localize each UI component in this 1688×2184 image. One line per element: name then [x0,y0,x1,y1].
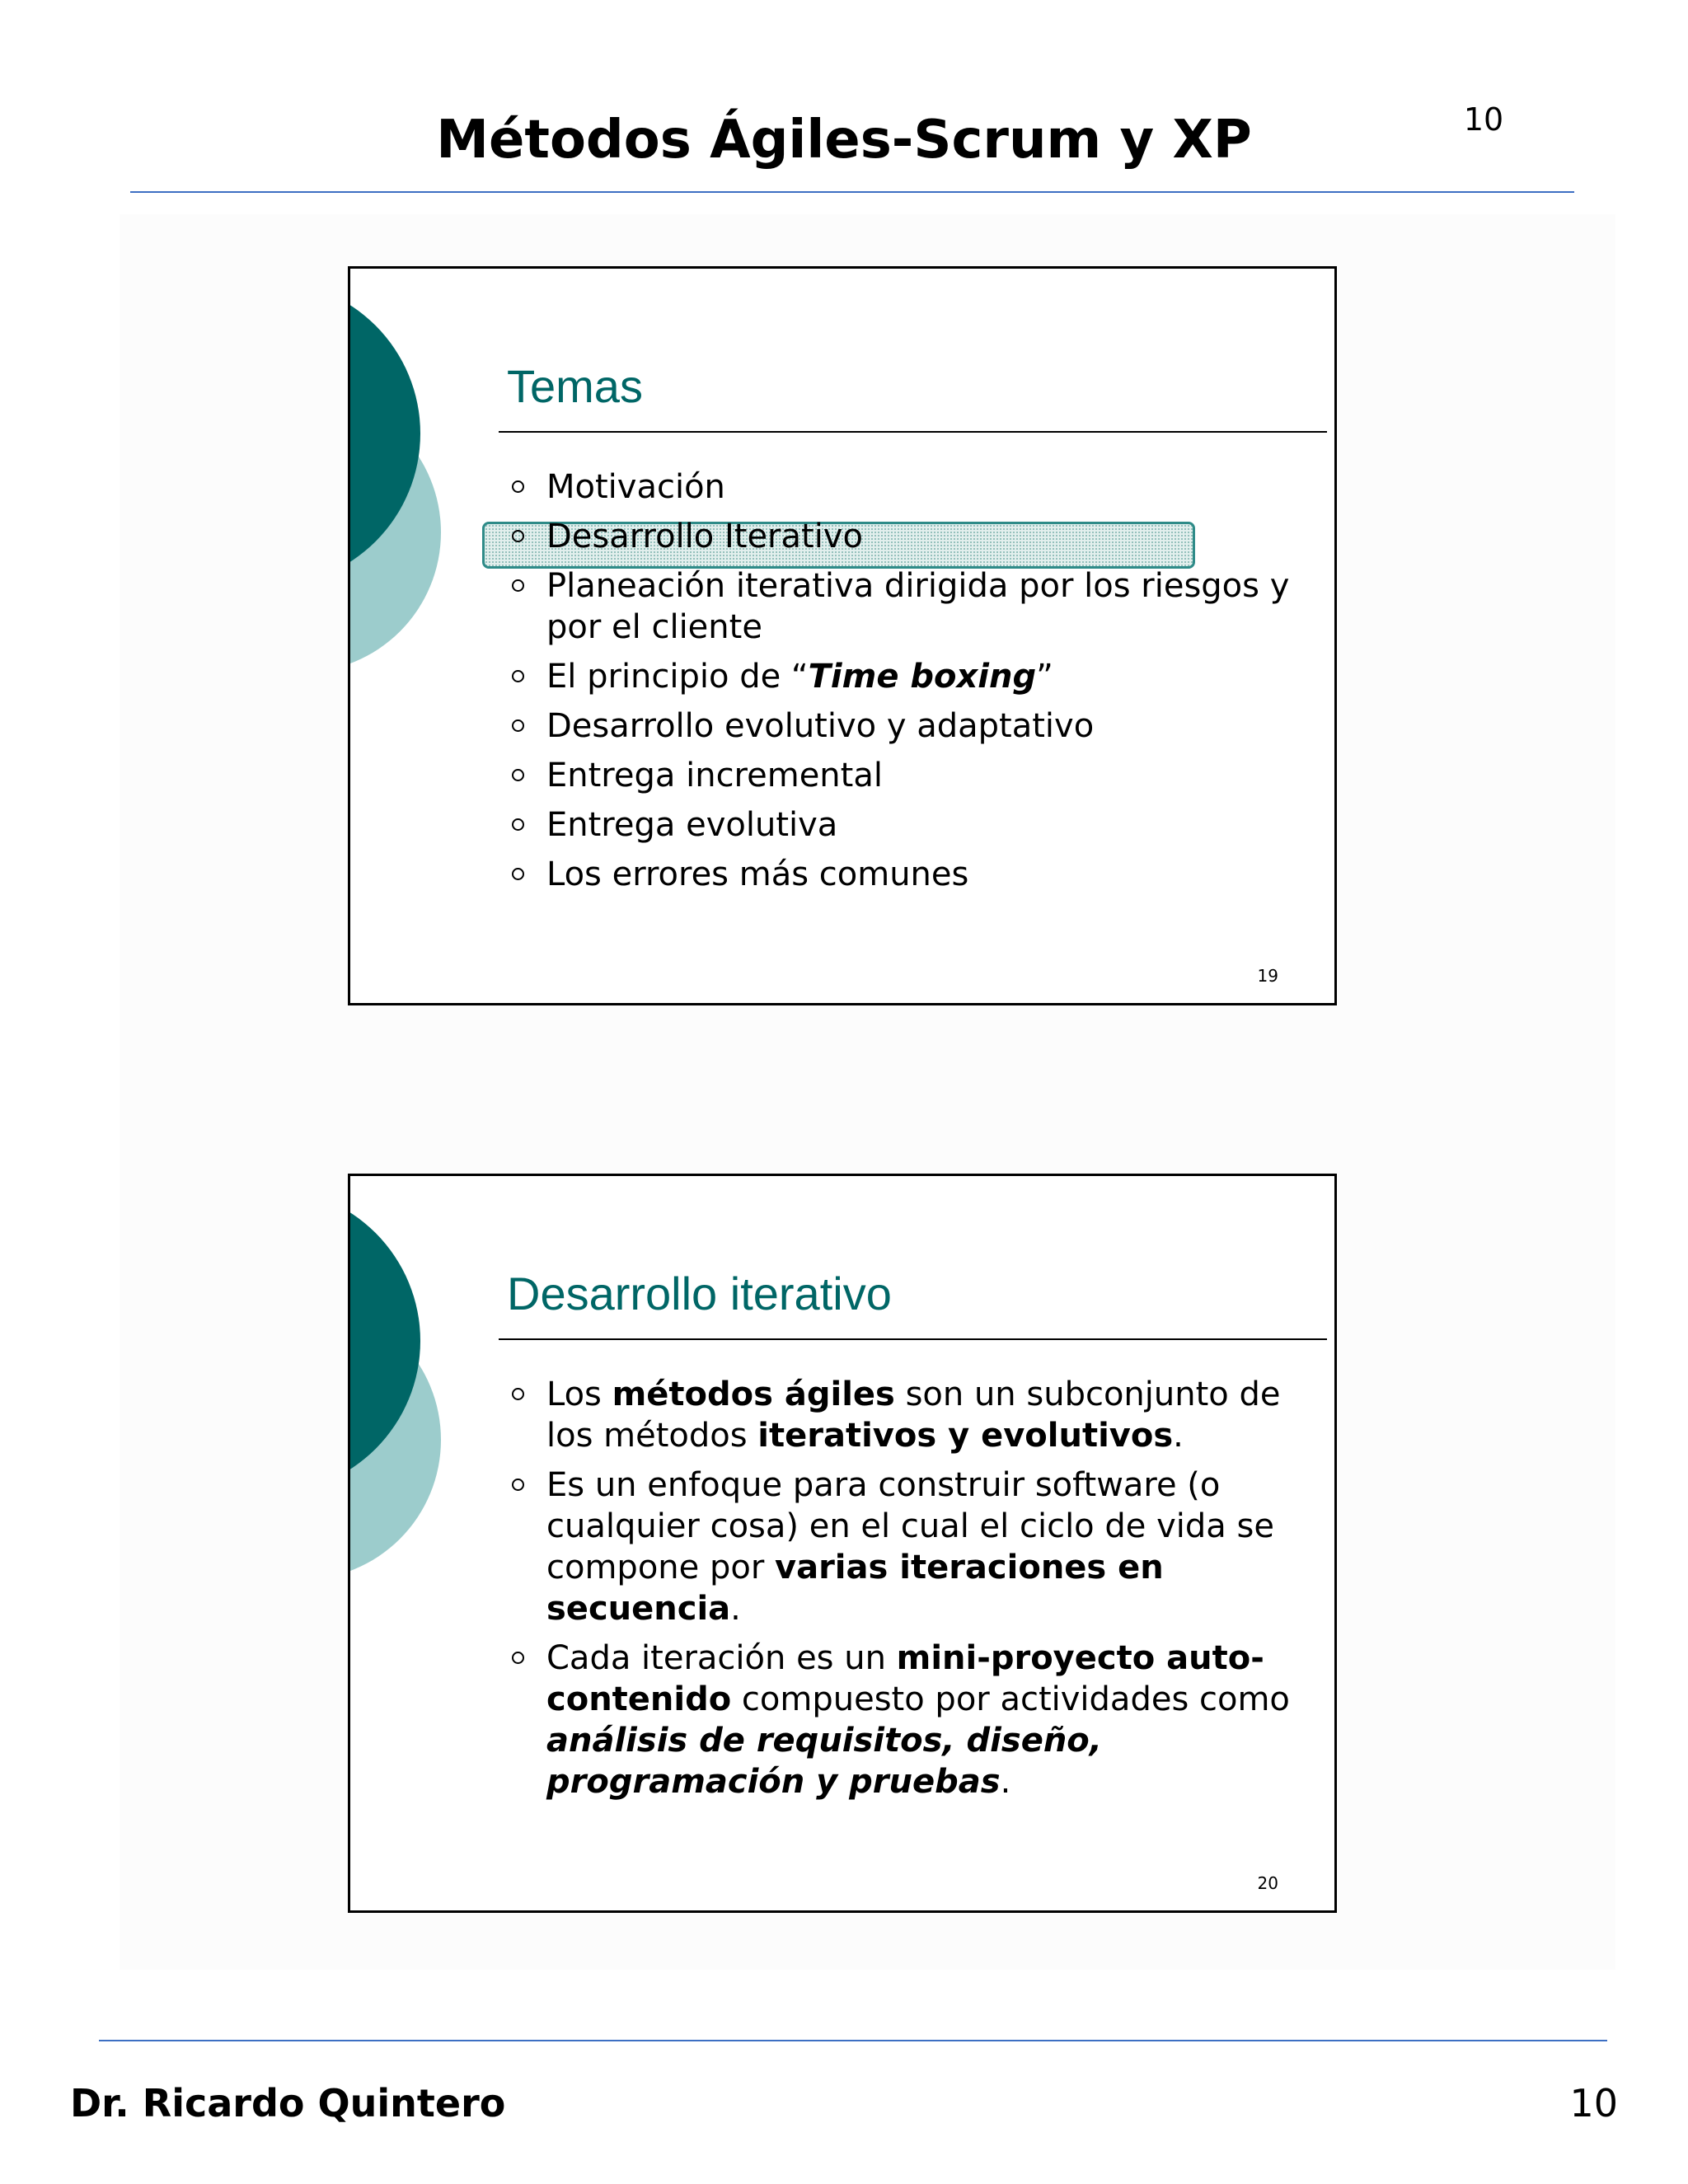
bullet-circle-icon [512,480,524,493]
footer-author: Dr. Ricardo Quintero [70,2081,506,2125]
bullet-circle-icon [512,1388,524,1400]
list-item: Cada iteración es un mini-proyecto auto-contenido compuesto por actividades como análisis de requisitos, diseño, programación y pruebas. [507,1638,1306,1802]
bullet-circle-icon [512,670,524,682]
slide-number: 19 [1257,966,1278,986]
list-item: Entrega evolutiva [507,804,1306,846]
bullet-list [507,1374,1306,1811]
bullet-circle-icon [512,769,524,781]
bullet-circle-icon [512,719,524,732]
slide-title: Desarrollo iterativo [507,1268,892,1319]
list-item: El principio de “Time boxing” [507,656,1306,697]
slide-19 [348,266,1337,1005]
footer-divider [99,2040,1607,2041]
slide-20 [348,1174,1337,1913]
bullet-circle-icon [512,1479,524,1491]
page-title: Métodos Ágiles-Scrum y XP [436,110,1252,171]
bullet-list [507,466,1306,903]
slide-title: Temas [507,360,643,412]
header-page-number: 10 [1463,101,1504,138]
bullet-circle-icon [512,530,524,542]
list-item: Los errores más comunes [507,854,1306,895]
slide-number: 20 [1257,1873,1278,1893]
bullet-circle-icon [512,579,524,592]
list-item: Es un enfoque para construir software (o cualquier cosa) en el cual el ciclo de vida se compone por varias iteraciones en secuencia. [507,1465,1306,1629]
slide-title-rule [499,1338,1327,1340]
list-item-highlighted: Desarrollo Iterativo [507,516,1306,557]
slide-title-rule [499,431,1327,433]
list-item: Los métodos ágiles son un subconjunto de los métodos iterativos y evolutivos. [507,1374,1306,1456]
bullet-circle-icon [512,868,524,880]
list-item: Desarrollo evolutivo y adaptativo [507,705,1306,747]
list-item: Entrega incremental [507,755,1306,796]
header-divider [130,191,1574,193]
bullet-circle-icon [512,1652,524,1664]
list-item: Motivación [507,466,1306,508]
list-item: Planeación iterativa dirigida por los riesgos y por el cliente [507,565,1306,648]
bullet-circle-icon [512,818,524,831]
footer-page-number: 10 [1569,2081,1618,2125]
